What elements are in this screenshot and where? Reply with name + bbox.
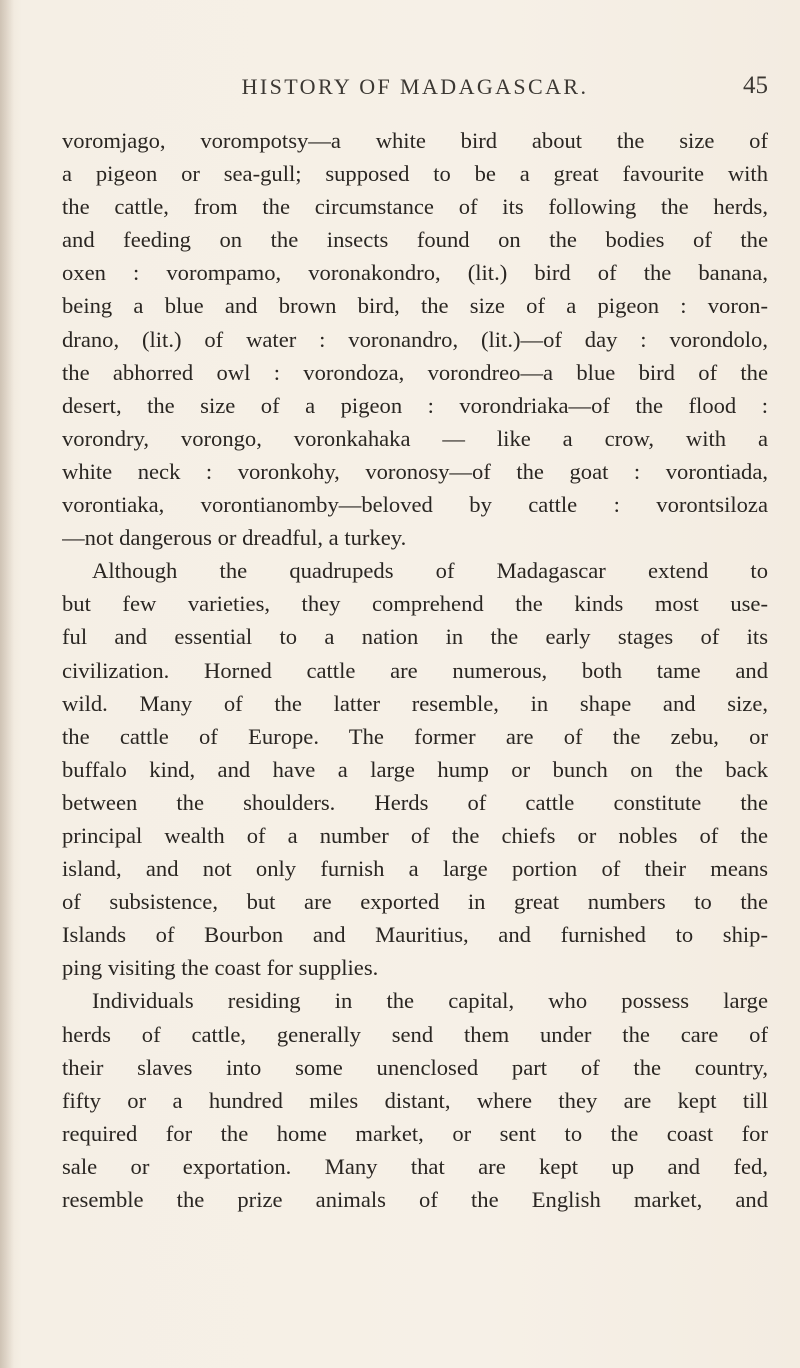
text-line: the cattle of Europe. The former are of the zebu, or [62,723,768,749]
text-line: buffalo kind, and have a large hump or bunch on the back [62,756,768,782]
text-line: vorondry, vorongo, voronkahaka — like a crow, with a [62,425,768,451]
text-line: being a blue and brown bird, the size of a pigeon : voron- [62,293,768,319]
text-line: the abhorred owl : vorondoza, vorondreo—a blue bird of the [62,359,768,385]
text-line: desert, the size of a pigeon : vorondriaka—of the flood : [62,392,768,418]
text-line: but few varieties, they comprehend the kinds most use- [62,591,768,617]
text-line: required for the home market, or sent to the coast for [62,1120,768,1146]
text-line: fifty or a hundred miles distant, where they are kept till [62,1087,768,1113]
text-line: their slaves into some unenclosed part of the country, [62,1054,768,1080]
spine-shadow [0,0,14,1368]
text-line: ping visiting the coast for supplies. [62,955,379,981]
text-line: resemble the prize animals of the English market, and [62,1187,768,1212]
text-line: principal wealth of a number of the chiefs or nobles of the [62,822,768,848]
text-line: wild. Many of the latter resemble, in shape and size, [62,690,768,716]
text-line: sale or exportation. Many that are kept up and fed, [62,1153,768,1179]
text-line: Although the quadrupeds of Madagascar extend to [92,558,768,584]
text-line: island, and not only furnish a large portion of their means [62,856,768,882]
text-line: white neck : voronkohy, voronosy—of the goat : vorontiada, [62,458,768,484]
running-title: HISTORY OF MADAGASCAR. [241,74,589,99]
text-line: the cattle, from the circumstance of its following the herds, [62,194,768,220]
page-number: 45 [743,72,768,99]
text-line: of subsistence, but are exported in great numbers to the [62,889,768,915]
text-line: a pigeon or sea-gull; supposed to be a great favourite with [62,161,768,187]
text-line: —not dangerous or dreadful, a turkey. [62,525,407,551]
running-head [62,74,768,114]
text-line: herds of cattle, generally send them under the care of [62,1021,768,1047]
text-line: ful and essential to a nation in the early stages of its [62,624,768,650]
text-line: between the shoulders. Herds of cattle constitute the [62,789,768,815]
body-text [62,124,768,1216]
text-line: vorontiaka, vorontianomby—beloved by cattle : vorontsiloza [62,492,768,518]
text-line: and feeding on the insects found on the bodies of the [62,227,768,253]
text-line: civilization. Horned cattle are numerous, both tame and [62,657,768,683]
text-line: oxen : vorompamo, voronakondro, (lit.) bird of the banana, [62,260,768,286]
text-line: Islands of Bourbon and Mauritius, and furnished to ship- [62,922,768,948]
text-line: Individuals residing in the capital, who possess large [92,988,768,1014]
text-line: voromjago, vorompotsy—a white bird about the size of [62,128,768,153]
text-line: drano, (lit.) of water : voronandro, (lit.)—of day : vorondolo, [62,326,768,352]
